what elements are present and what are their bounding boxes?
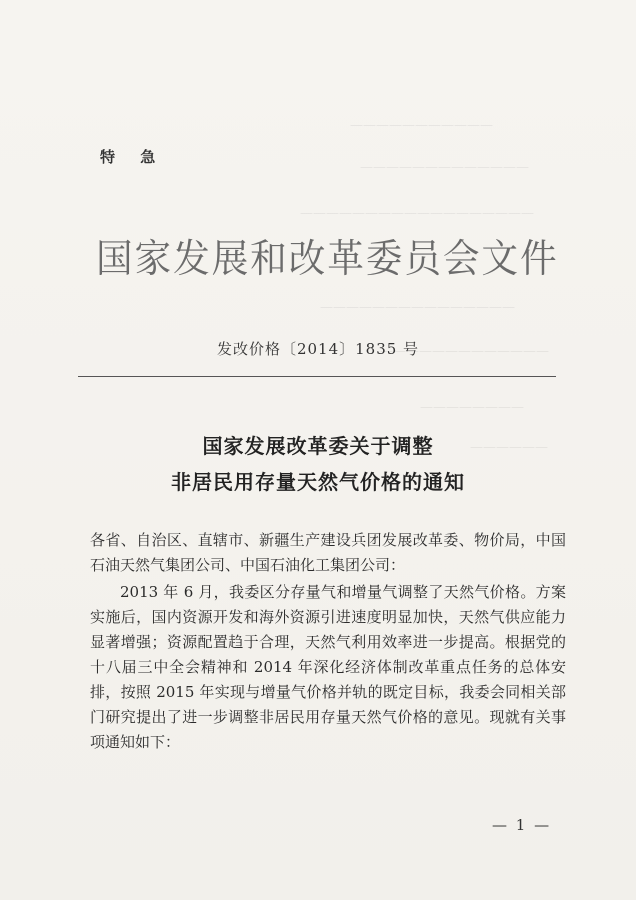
page-number: — 1 — bbox=[492, 816, 552, 834]
body-paragraph: 2013 年 6 月，我委区分存量气和增量气调整了天然气价格。方案实施后，国内资源开发和海外资源引进速度明显加快，天然气供应能力显著增强；资源配置趋于合理，天然气利用效率进一步提高。根据党的十八届三中全会精神和 2014 年深化经济体制改革重点任务的总体安排，按照 2015 年实现与增量气价格并轨的既定目标，我委会同相关部门研究提出了进一步调整非居民用存量天然气价格的意见。现就有关事项通知如下： bbox=[90, 583, 566, 751]
addressee: 各省、自治区、直辖市、新疆生产建设兵团发展改革委、物价局，中国石油天然气集团公司、中国石油化工集团公司： bbox=[90, 531, 566, 574]
issuer-heading: 国家发展和改革委员会文件 bbox=[96, 237, 559, 282]
bleed-through-text: —————————————————— bbox=[300, 206, 534, 221]
document-title-line-1: 国家发展改革委关于调整 bbox=[202, 434, 434, 458]
document-title-line-2: 非居民用存量天然气价格的通知 bbox=[171, 470, 465, 494]
urgency-label: 特 急 bbox=[100, 148, 166, 166]
bleed-through-text: ————————————— bbox=[380, 344, 549, 359]
bleed-through-text: ————————————— bbox=[360, 160, 529, 175]
bleed-through-text: ——————————————— bbox=[320, 300, 515, 315]
bleed-through-text: ———————— bbox=[420, 400, 524, 415]
bleed-through-text: —————— bbox=[470, 440, 548, 455]
document-number: 发改价格〔2014〕1835 号 bbox=[216, 340, 420, 358]
bleed-through-text: ——————————— bbox=[350, 118, 493, 133]
header-divider bbox=[78, 376, 556, 377]
